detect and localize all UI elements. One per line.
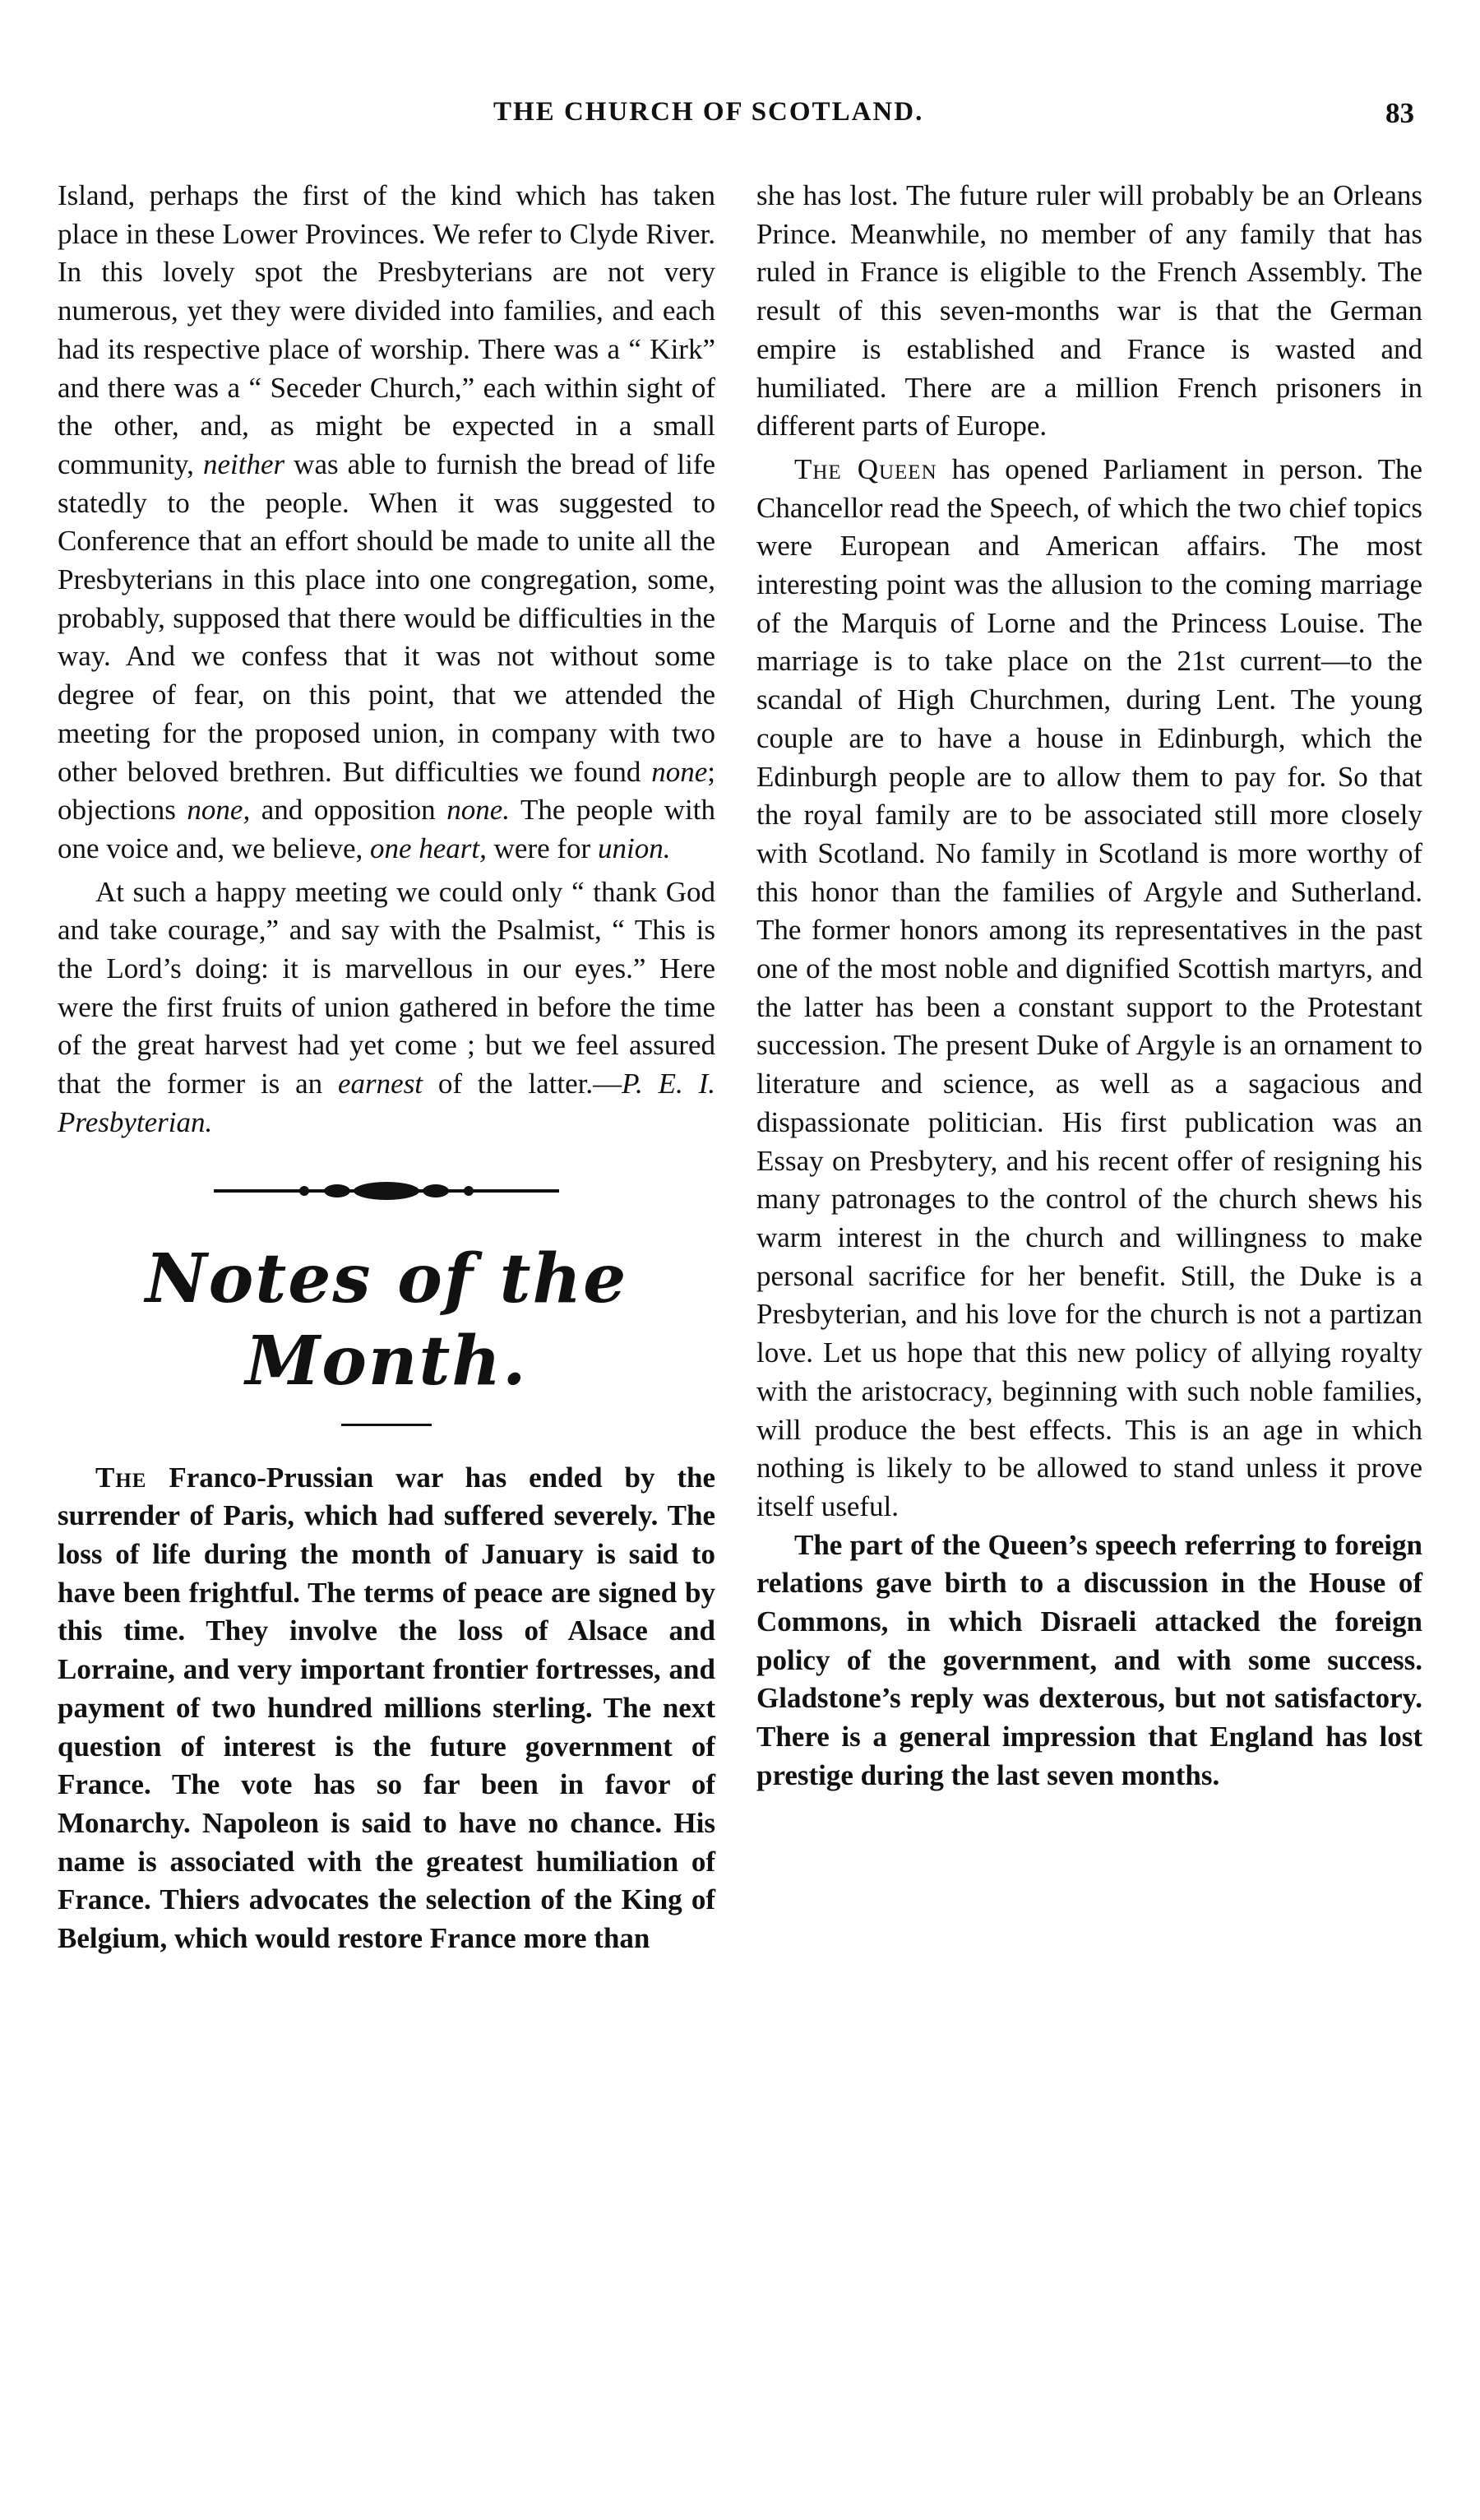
emphasis-none: none, [187, 794, 251, 827]
emphasis-earnest: earnest [338, 1068, 423, 1100]
paragraph-happy-meeting: At such a happy meeting we could only “ thank God and take courage,” and say with the Psalmist, “ This is the Lord’s doing: it is marvellous in our eyes.” Here were the first fruits of union gathered in before the time of the great harvest had yet come ; but we feel assured that the former is an earnest of the latter.—P. E. I. Presbyterian. [58, 875, 715, 1138]
ornamental-divider [214, 1179, 559, 1203]
source-attribution: P. E. I. Presbyterian. [58, 1068, 715, 1138]
running-head [0, 97, 1480, 138]
emphasis-union: union. [597, 832, 671, 864]
notes-body-left [58, 1459, 715, 1958]
section-heading: Notes of the Month. [145, 1239, 628, 1401]
running-head-title: THE CHURCH OF SCOTLAND. [493, 97, 924, 127]
heading-rule [341, 1424, 432, 1426]
paragraph-clyde-river: Island, perhaps the first of the kind which has taken place in these Lower Provinces. We refer to Clyde River. In this lovely spot the Presbyterians are not very numerous, yet they were divided into families, and each had its respective place of worship. There was a “ Kirk” and there was a “ Seceder Church,” each within sight of the other, and, as might be expected in a small community, neither was able to furnish the bread of life statedly to the people. When it was suggested to Conference that an effort should be made to unite all the Presbyterians in this place into one congregation, some, probably, supposed that there would be difficulties in the way. And we confess that it was not without some degree of fear, on this point, that we attended the meeting for the proposed union, in company with two other beloved brethren. But difficulties we found none; objections none, and opposition none. The people with one voice and, we believe, one heart, were for union. [58, 179, 715, 864]
paragraph-french-assembly: she has lost. The future ruler will probably be an Orleans Prince. Meanwhile, no member of any family that has ruled in France is eligible to the French Assembly. The result of this seven-months war is that the German empire is established and France is wasted and humiliated. There are a million French prisoners in different parts of Europe. [756, 179, 1422, 442]
notes-body-right [756, 1526, 1422, 1795]
paragraph-franco-prussian: The Franco-Prussian war has ended by the surrender of Paris, which had suffered severely. The loss of life during the month of January is said to have been frightful. The terms of peace are signed by this time. They involve the loss of Alsace and Lorraine, and very important frontier fortresses, and payment of two hundred millions sterling. The next question of interest is the future government of France. The vote has so far been in favor of Monarchy. Napoleon is said to have no chance. His name is associated with the greatest humiliation of France. Thiers advocates the selection of the King of Belgium, which would restore France more than [58, 1461, 715, 1955]
paragraph-foreign-relations: The part of the Queen’s speech referring to foreign relations gave birth to a discussion in the House of Commons, in which Disraeli attacked the foreign policy of the government, and with some success. Gladstone’s reply was dexterous, but not satisfactory. There is a general impression that England has lost prestige during the last seven months. [756, 1528, 1422, 1791]
emphasis-none: none [651, 755, 708, 788]
emphasis-neither: neither [202, 447, 285, 480]
right-column [756, 177, 1422, 1795]
emphasis-none: none. [446, 794, 511, 827]
left-column [58, 177, 715, 1958]
paragraph-queen-parliament: The Queen has opened Parliament in person. The Chancellor read the Speech, of which the two chief topics were European and American affairs. The most interesting point was the allusion to the coming marriage of the Marquis of Lorne and the Princess Louise. The marriage is to take place on the 21st current—to the scandal of High Churchmen, during Lent. The young couple are to have a house in Edinburgh, which the Edinburgh people are to allow them to pay for. So that the royal family are to be associated still more closely with Scotland. No family in Scotland is more worthy of this honor than the families of Argyle and Sutherland. The former honors among its representatives in the past one of the most noble and dignified Scottish martyrs, and the latter has been a constant support to the Protestant succession. The present Duke of Argyle is an ornament to literature and science, as well as a sagacious and dispassionate politician. His first publication was an Essay on Presbytery, and his recent offer of resigning his many patronages to the control of the church shews his warm interest in the church and willingness to make personal sacrifice for her benefit. Still, the Duke is a Presbyterian, and his love for the church is not a partizan love. Let us hope that this new policy of allying royalty with the aristocracy, beginning with such noble families, will produce the best effects. This is an age in which nothing is likely to be allowed to stand unless it prove itself useful. [756, 452, 1422, 1522]
emphasis-one-heart: one heart, [369, 832, 487, 864]
page-number: 83 [1385, 97, 1414, 129]
